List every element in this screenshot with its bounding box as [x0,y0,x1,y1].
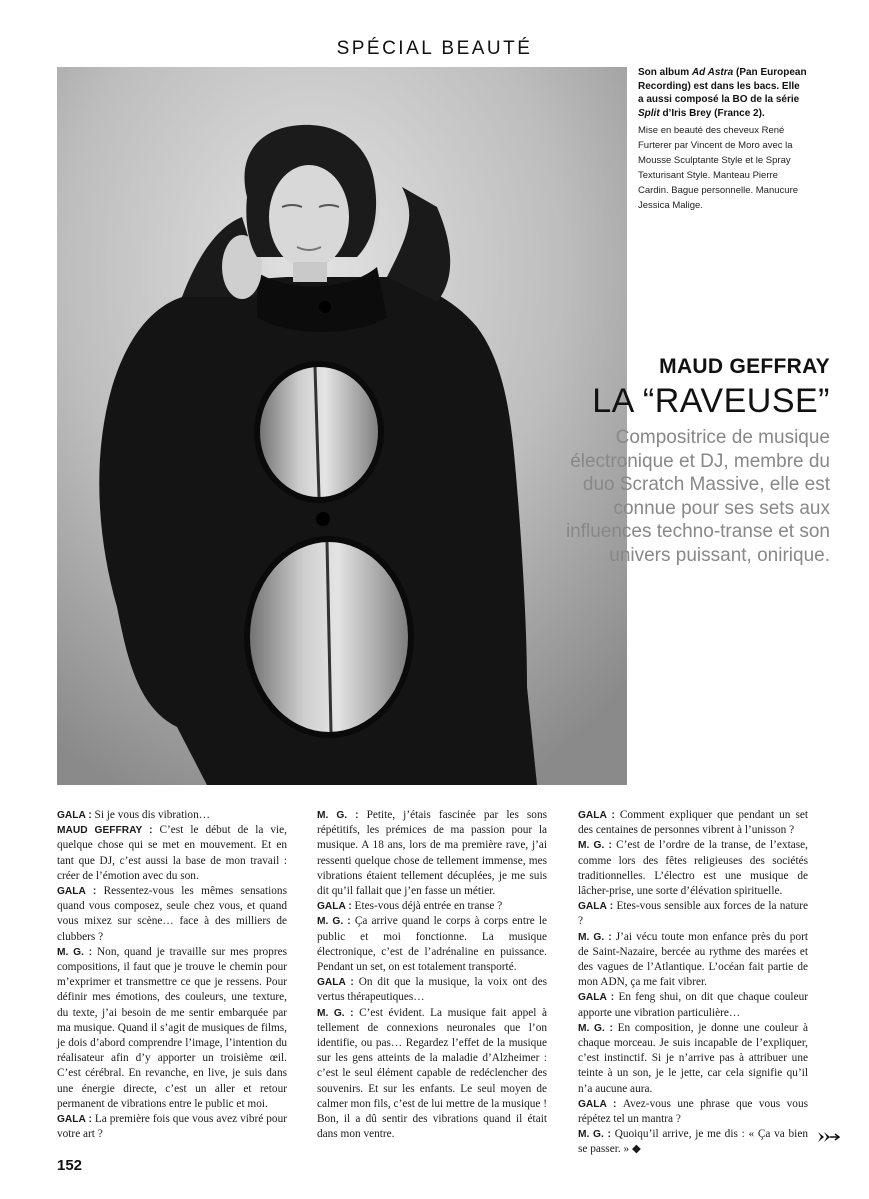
photo-caption [638,66,808,213]
speaker-label: GALA : [57,886,104,898]
interview-paragraph [578,1127,808,1157]
interview-paragraph [578,1021,808,1097]
caption-credits: Mise en beauté des cheveux René Furterer par Vincent de Moro avec la Mousse Sculptante Style et le Spray Texturisant Style. Manteau Pierre Cardin. Bague personnelle. Manucure Jessica Malige. [638,125,799,212]
text-column-2 [317,808,547,1142]
interview-paragraph [57,884,287,945]
album-title: Ad Astra [691,67,734,78]
speaker-label: M. G. : [317,916,355,928]
paragraph-text: C’est le début de la vie, quelque chose qui se met en mouvement. Et en tant que DJ, c’est aussi la base de mon travail : créer de l’émotion avec du son. [57,824,287,882]
paragraph-text: Non, quand je travaille sur mes propres compositions, il faut que je trouve le chemin pour m’exprimer et transmettre ce que je ressens. Pour définir mes émotions, des couleurs, une texture, du texte, j’ai besoin de me sentir embarquée par ma musique. Quand il s’agit de musiques de films, je dois d’abord comprendre l’image, l’intention du réalisateur afin d’y apporter un troisième œil. C’est cérébral. En revanche, en live, je suis dans une énergie directe, c’est un aller et retour permanent de vibrations entre le public et moi. [57,945,287,1110]
interview-paragraph [317,808,547,899]
interview-paragraph [317,914,547,975]
interview-paragraph [57,945,287,1112]
caption-text: d’Iris Brey (France 2). [659,107,765,119]
speaker-label: M. G. : [578,840,617,852]
interview-paragraph [578,838,808,899]
interview-body [57,808,812,1156]
headline-name: MAUD GEFFRAY [659,355,830,378]
paragraph-text: Quoiqu’il arrive, je me dis : « Ça va bien se passer. » ◆ [578,1128,808,1156]
paragraph-text: J’ai vécu toute mon enfance près du port de Saint-Nazaire, bercée au rythme des marées et des vagues de l’Atlantique. L’océan fait partie de mon ADN, ça me fait vibrer. [578,930,808,989]
interview-paragraph [578,1097,808,1127]
interview-paragraph [57,823,287,884]
section-header: SPÉCIAL BEAUTÉ [336,38,533,59]
speaker-label: GALA : [317,901,355,913]
paragraph-text: C’est évident. La musique fait appel à tellement de connexions neuronales que l’on identifie, ou pas… Regardez l’effet de la musique sur les gens atteints de la maladie d’Alzheimer : c’est le seul élément capable de redéclencher des souvenirs. Et sur les enfants. Le seul moyen de calmer mon fils, c’est de lui mettre de la musique ! Bon, il a dû sentir des vibrations quand il était dans mon ventre. [317,1006,547,1141]
speaker-label: GALA : [578,992,619,1004]
interview-paragraph [57,808,287,823]
interview-paragraph [57,1112,287,1142]
speaker-label: M. G. : [317,1007,360,1019]
speaker-label: M. G. : [317,810,367,821]
interview-paragraph [578,808,808,838]
speaker-label: GALA : [57,1114,95,1126]
caption-text: Son album [638,67,692,78]
text-column-3 [578,808,808,1158]
paragraph-text: C’est de l’ordre de la transe, de l’extase, comme lors des fêtes religieuses des sociétés traditionnelles. L’électro est une musique de lâcher-prise, une sorte d’élévation spirituelle. [578,839,808,898]
paragraph-text: Etes-vous déjà entrée en transe ? [354,900,503,913]
paragraph-text: On dit que la musique, la voix ont des vertus thérapeutiques… [317,976,547,1004]
text-column-1 [57,808,287,1142]
speaker-label: M. G. : [578,931,616,943]
interview-paragraph [317,899,547,914]
interview-paragraph [317,975,547,1005]
paragraph-text: Si je vous dis vibration… [94,809,211,821]
caption-text: (Pan European Recording) est dans les bacs. Elle a aussi composé la BO de la série [638,67,807,106]
speaker-label: GALA : [578,810,620,821]
speaker-label: MAUD GEFFRAY : [57,825,160,837]
speaker-label: M. G. : [57,946,98,958]
paragraph-text: Avez-vous une phrase que vous vous répétez tel un mantra ? [578,1097,808,1126]
next-page-arrow-icon [818,1130,840,1148]
headline-dek: Compositrice de musique électronique et DJ, membre du duo Scratch Massive, elle est connue pour ses sets aux influences techno-transe et son univers puissant, onirique. [565,427,830,566]
page-number: 152 [57,1157,83,1174]
speaker-label: GALA : [578,901,617,913]
interview-paragraph [317,1006,547,1143]
speaker-label: GALA : [57,810,95,821]
paragraph-text: Ressentez-vous les mêmes sensations quand vous composez, seule chez vous, et quand vous mixez sur scène… face à des milliers de clubbers ? [57,885,287,943]
interview-paragraph [578,990,808,1020]
caption-album-note [638,66,808,120]
paragraph-text: Etes-vous sensible aux forces de la nature ? [578,900,809,928]
speaker-label: M. G. : [578,1129,615,1141]
paragraph-text: En feng shui, on dit que chaque couleur apporte une vibration particulière… [578,991,808,1019]
paragraph-text: La première fois que vous avez vibré pour votre art ? [57,1113,287,1141]
paragraph-text: Petite, j’étais fascinée par les sons répétitifs, les prémices de ma passion pour la musique. A 18 ans, lors de ma première rave, j’ai ressenti quelque chose de tellement immense, mes vibrations étaient tellement décuplées, je me suis dit qu’il fallait que j’en fasse un métier. [317,809,547,898]
interview-paragraph [578,899,808,929]
speaker-label: M. G. : [578,1022,618,1034]
interview-paragraph [578,930,808,991]
paragraph-text: Ça arrive quand le corps à corps entre le public et moi fonctionne. La musique électronique, c’est de l’adrénaline en puissance. Pendant un set, on est totalement transporté. [317,915,547,974]
speaker-label: GALA : [317,977,359,989]
series-title: Split [638,107,660,119]
speaker-label: GALA : [578,1098,623,1110]
paragraph-text: Comment expliquer que pendant un set des centaines de personnes vibrent à l’unisson ? [578,809,808,837]
headline-subtitle: LA “RAVEUSE” [592,382,830,420]
article-headline [540,355,830,567]
paragraph-text: En composition, je donne une couleur à chaque morceau. Je suis incapable de l’expliquer, c’est instinctif. Si je n’arrive pas à attribuer une teinte à un son, je le jette, car cela signifie qu’il n’a aucune aura. [578,1021,808,1095]
